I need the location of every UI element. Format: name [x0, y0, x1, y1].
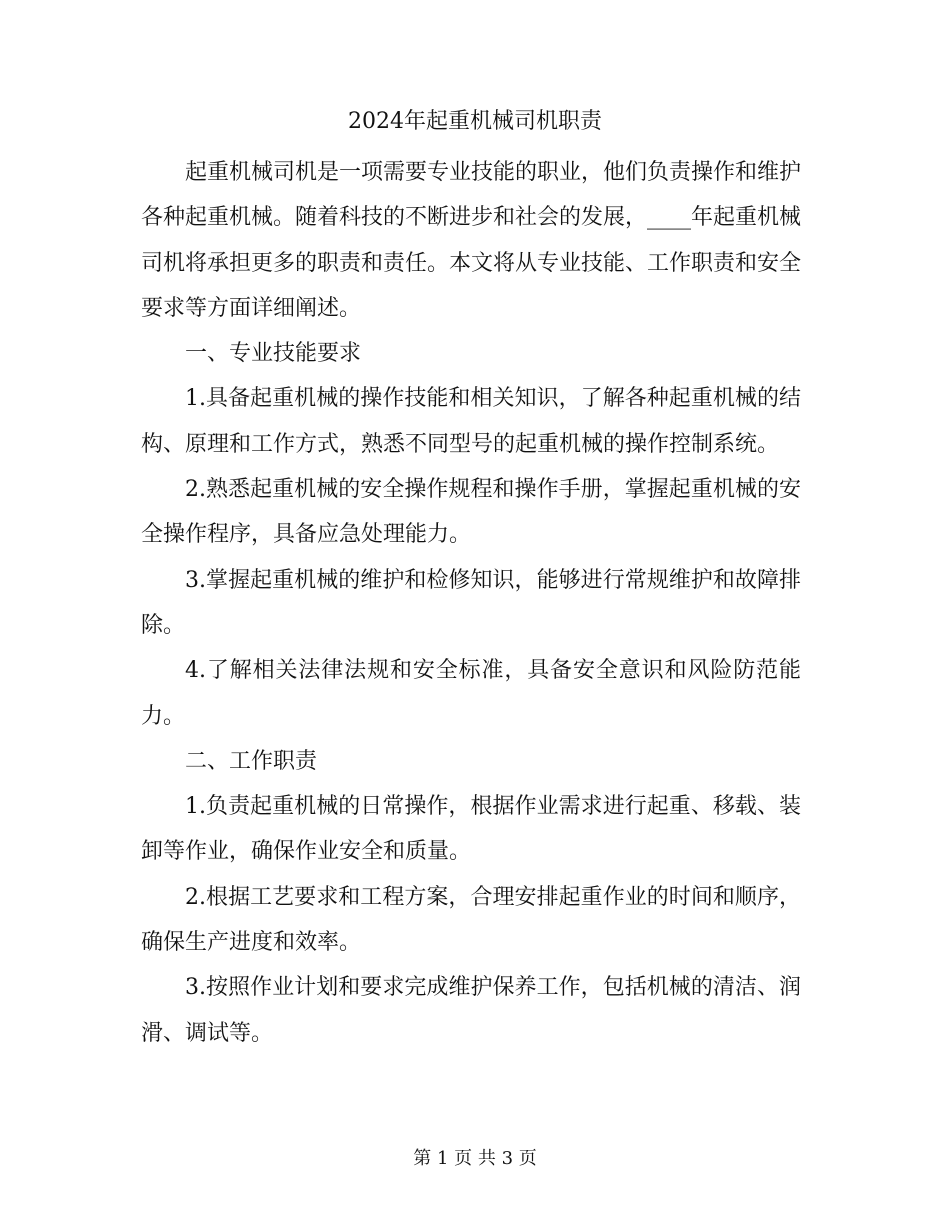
skill-item-4: 4.了解相关法律法规和安全标准，具备安全意识和风险防范能力。 — [141, 658, 801, 729]
duty-item-2: 2.根据工艺要求和工程方案，合理安排起重作业的时间和顺序，确保生产进度和效率。 — [141, 884, 801, 956]
skill-item-3: 3.掌握起重机械的维护和检修知识，能够进行常规维护和故障排除。 — [141, 567, 801, 638]
duty-item-1: 1.负责起重机械的日常操作，根据作业需求进行起重、移载、装卸等作业，确保作业安全和质量。 — [141, 794, 801, 865]
document-title: 2024年起重机械司机职责 — [348, 109, 602, 134]
intro-paragraph: 起重机械司机是一项需要专业技能的职业，他们负责操作和维护各种起重机械。随着科技的不断进步和社会的发展，____年起重机械司机将承担更多的职责和责任。本文将从专业技能、工作职责和安全要求等方面详细阐述。 — [141, 160, 802, 321]
skill-item-2: 2.熟悉起重机械的安全操作规程和操作手册，掌握起重机械的安全操作程序，具备应急处理能力。 — [141, 477, 801, 548]
skill-item-1: 1.具备起重机械的操作技能和相关知识，了解各种起重机械的结构、原理和工作方式，熟悉不同型号的起重机械的操作控制系统。 — [141, 386, 801, 457]
page-footer: 第 1 页 共 3 页 — [413, 1148, 537, 1169]
document-body — [141, 150, 801, 1056]
section-heading-skills: 一、专业技能要求 — [185, 341, 362, 367]
duty-item-3: 3.按照作业计划和要求完成维护保养工作，包括机械的清洁、润滑、调试等。 — [141, 975, 801, 1046]
section-heading-duties: 二、工作职责 — [185, 748, 318, 774]
